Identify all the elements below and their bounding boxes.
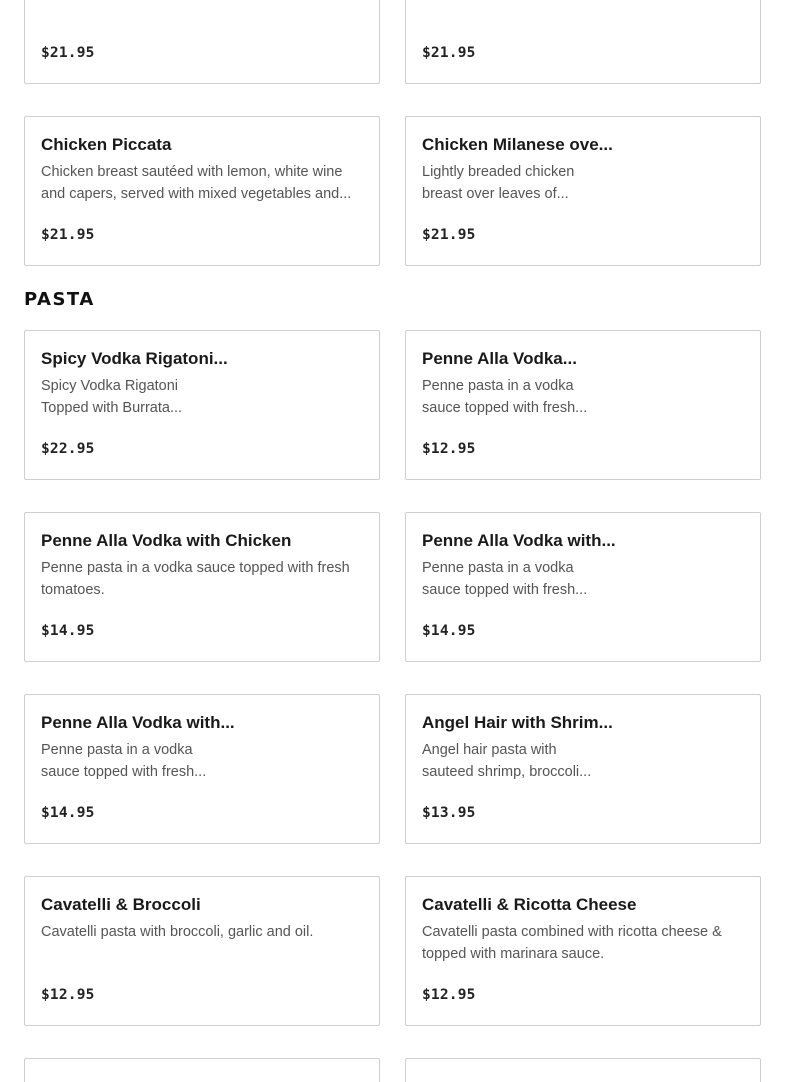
menu-item-description: Lightly breaded chicken breast over leaves of... <box>422 164 575 202</box>
menu-item-card[interactable] <box>24 694 380 844</box>
menu-item-price: $21.95 <box>422 227 476 243</box>
menu-item-price: $14.95 <box>41 805 95 821</box>
menu-item-card[interactable] <box>24 330 380 480</box>
menu-item-card[interactable] <box>405 116 761 266</box>
menu-item-card[interactable] <box>24 876 380 1026</box>
menu-item-card[interactable] <box>405 512 761 662</box>
menu-item-price: $12.95 <box>422 441 476 457</box>
menu-item-price: $22.95 <box>41 441 95 457</box>
menu-item-name: Cavatelli & Broccoli <box>41 895 201 914</box>
menu-item-price: $12.95 <box>41 987 95 1003</box>
menu-item-name: Chicken Milanese ove... <box>422 135 613 154</box>
menu-item-price: $12.95 <box>422 987 476 1003</box>
menu-item-price: $14.95 <box>41 623 95 639</box>
menu-item-description: Chicken breast sautéed with lemon, white wine and capers, served with mixed vegetables and... <box>41 164 352 202</box>
menu-item-description: Penne pasta in a vodka sauce topped with fresh... <box>422 560 588 598</box>
menu-item-description: Cavatelli pasta combined with ricotta cheese & topped with marinara sauce. <box>422 924 722 962</box>
menu-item-price: $14.95 <box>422 623 476 639</box>
menu-item-card[interactable] <box>24 116 380 266</box>
menu-item-card[interactable] <box>24 0 380 84</box>
menu-item-name: Penne Alla Vodka with... <box>41 713 235 732</box>
menu-item-name: Penne Alla Vodka with Chicken <box>41 531 292 550</box>
menu-item-name: Chicken Piccata <box>41 135 172 154</box>
menu-item-price: $21.95 <box>41 45 95 61</box>
menu-item-description <box>422 0 590 1</box>
menu-item-card[interactable] <box>405 1058 761 1082</box>
menu-item-description: Spicy Vodka Rigatoni Topped with Burrata... <box>41 378 183 416</box>
menu-item-name: Spicy Vodka Rigatoni... <box>41 349 228 368</box>
menu-item-card[interactable] <box>24 512 380 662</box>
menu-item-price: $21.95 <box>422 45 476 61</box>
menu-item-card[interactable] <box>405 330 761 480</box>
menu-item-description: Cavatelli pasta with broccoli, garlic and oil. <box>41 924 314 940</box>
menu-item-price: $21.95 <box>41 227 95 243</box>
menu-item-name: Penne Alla Vodka... <box>422 349 577 368</box>
menu-item-description: Penne pasta in a vodka sauce topped with fresh tomatoes. <box>41 560 350 598</box>
menu-item-name: Angel Hair with Shrim... <box>422 713 613 732</box>
menu-item-card[interactable] <box>405 0 761 84</box>
menu-item-description: Penne pasta in a vodka sauce topped with fresh... <box>422 378 588 416</box>
menu-item-card[interactable] <box>24 1058 380 1082</box>
menu-item-price: $13.95 <box>422 805 476 821</box>
menu-item-card[interactable] <box>405 876 761 1026</box>
menu-item-description: Penne pasta in a vodka sauce topped with fresh... <box>41 742 207 780</box>
section-title: PASTA <box>24 289 95 310</box>
menu-item-name: Cavatelli & Ricotta Cheese <box>422 895 637 914</box>
menu-item-card[interactable] <box>405 694 761 844</box>
menu-item-description <box>41 0 219 1</box>
menu-item-description: Angel hair pasta with sauteed shrimp, broccoli... <box>422 742 592 780</box>
menu-item-name: Penne Alla Vodka with... <box>422 531 616 550</box>
